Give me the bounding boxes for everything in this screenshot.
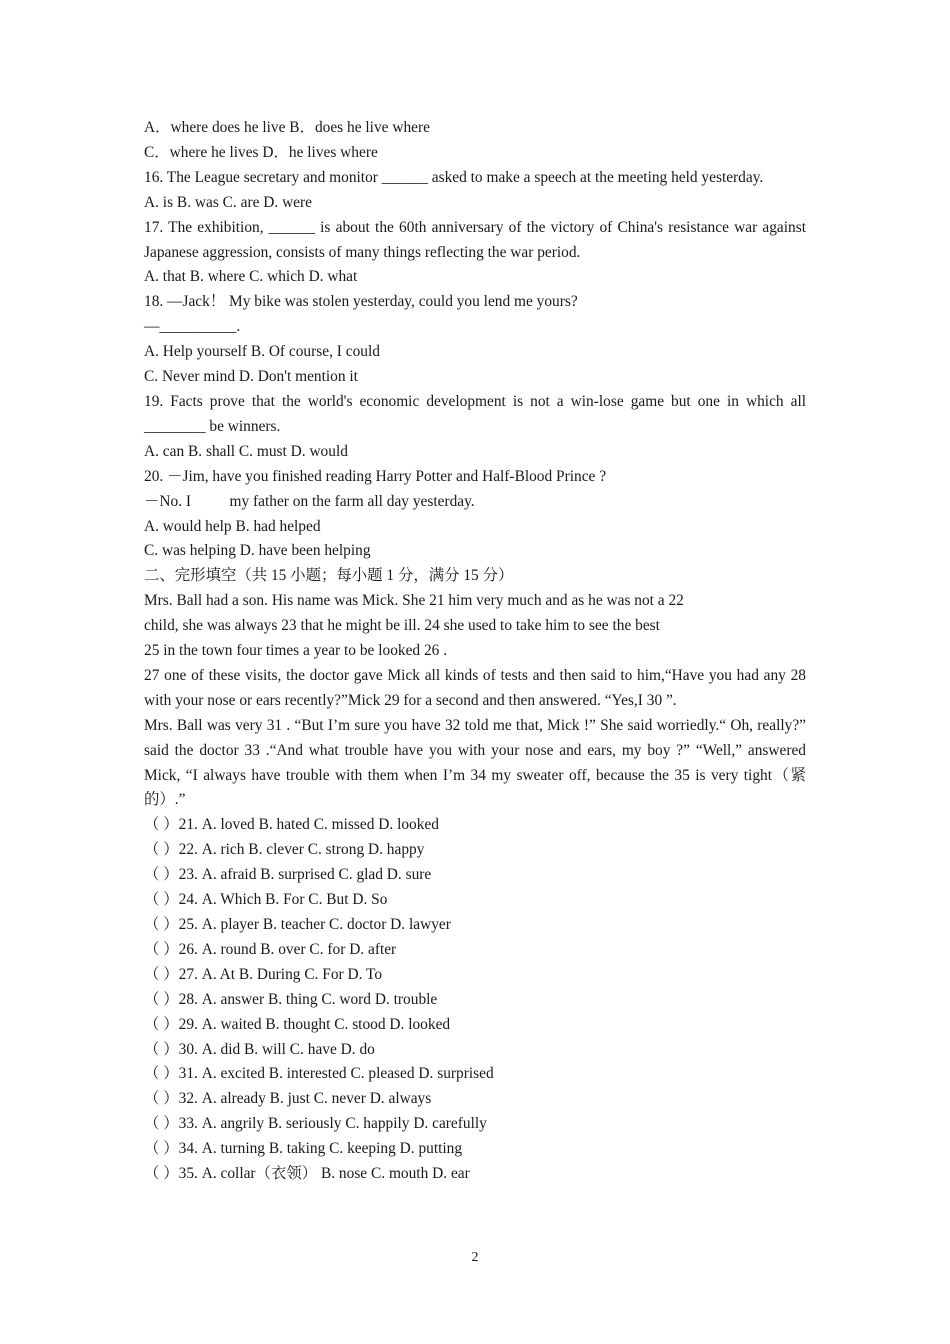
question-20: 20. －Jim, have you finished reading Harry Potter and Half-Blood Prince ? [144,467,607,485]
cloze-item-28: （ ）28. A. answer B. thing C. word D. trouble [144,990,438,1008]
cloze-item-25: （ ）25. A. player B. teacher C. doctor D. lawyer [144,916,451,933]
q18-answer-blank: —__________. [144,318,241,336]
passage-line-3: 25 in the town four times a year to be looked 26 . [144,642,448,660]
cloze-item-32: （ ）32. A. already B. just C. never D. always [144,1090,432,1108]
question-17: 17. The exhibition, ______ is about the 60th anniversary of the victory of China's resistance war against Japanese aggression, consists of many things reflecting the war period. [144,218,806,261]
question-19: 19. Facts prove that the world's economic development is not a win-lose game but one in which all ________ be winners. [144,392,806,435]
q17-options: A. that B. where C. which D. what [144,268,358,286]
question-18: 18. —Jack！ My bike was stolen yesterday, could you lend me yours? [144,293,578,311]
q18-options-ab: A. Help yourself B. Of course, I could [144,343,380,361]
cloze-item-27: （ ）27. A. At B. During C. For D. To [144,965,383,983]
cloze-item-31: （ ）31. A. excited B. interested C. pleased D. surprised [144,1065,494,1083]
section-heading-cloze: 二、完形填空（共 15 小题；每小题 1 分，满分 15 分） [144,567,514,585]
cloze-item-35: （ ）35. A. collar（衣领） B. nose C. mouth D. ear [144,1165,470,1183]
cloze-item-24: （ ）24. A. Which B. For C. But D. So [144,891,388,909]
cloze-item-22: （ ）22. A. rich B. clever C. strong D. happy [144,841,425,859]
cloze-item-21: （ ）21. A. loved B. hated C. missed D. looked [144,816,439,834]
q15-options-ab: A．where does he live B．does he live where [144,119,430,136]
q18-options-cd: C. Never mind D. Don't mention it [144,368,358,386]
cloze-item-29: （ ）29. A. waited B. thought C. stood D. looked [144,1015,451,1033]
cloze-item-30: （ ）30. A. did B. will C. have D. do [144,1040,375,1058]
q19-options: A. can B. shall C. must D. would [144,442,348,460]
q20-reply: －No. I my father on the farm all day yesterday. [144,492,475,510]
q15-options-cd: C．where he lives D．he lives where [144,143,378,161]
q20-options-ab: A. would help B. had helped [144,517,321,535]
question-16: 16. The League secretary and monitor ______ asked to make a speech at the meeting held yesterday. [144,168,764,186]
passage-line-2: child, she was always 23 that he might be ill. 24 she used to take him to see the best [144,617,660,635]
cloze-item-23: （ ）23. A. afraid B. surprised C. glad D. sure [144,866,432,884]
q16-options: A. is B. was C. are D. were [144,193,312,211]
q20-options-cd: C. was helping D. have been helping [144,542,371,560]
cloze-item-34: （ ）34. A. turning B. taking C. keeping D. putting [144,1140,463,1158]
cloze-item-26: （ ）26. A. round B. over C. for D. after [144,940,397,958]
passage-line-1: Mrs. Ball had a son. His name was Mick. She 21 him very much and as he was not a 22 [144,592,684,610]
exam-page-content [144,116,806,1187]
page-number: 2 [471,1250,479,1265]
cloze-item-33: （ ）33. A. angrily B. seriously C. happily D. carefully [144,1115,487,1133]
passage-paragraph-3: Mrs. Ball was very 31 . “But I’m sure you have 32 told me that, Mick !” She said worriedly.“ Oh, really?” said the doctor 33 .“And what trouble have you with your nose and ears, my boy ?” “Well,” answered Mick, “I always have trouble with them when I’m 34 my sweater off, because the 35 is very tight（紧的）.” [144,716,806,809]
passage-paragraph-2: 27 one of these visits, the doctor gave Mick all kinds of tests and then said to him,“Have you had any 28 with your nose or ears recently?”Mick 29 for a second and then answered. “Yes,I 30 ”. [144,666,806,709]
